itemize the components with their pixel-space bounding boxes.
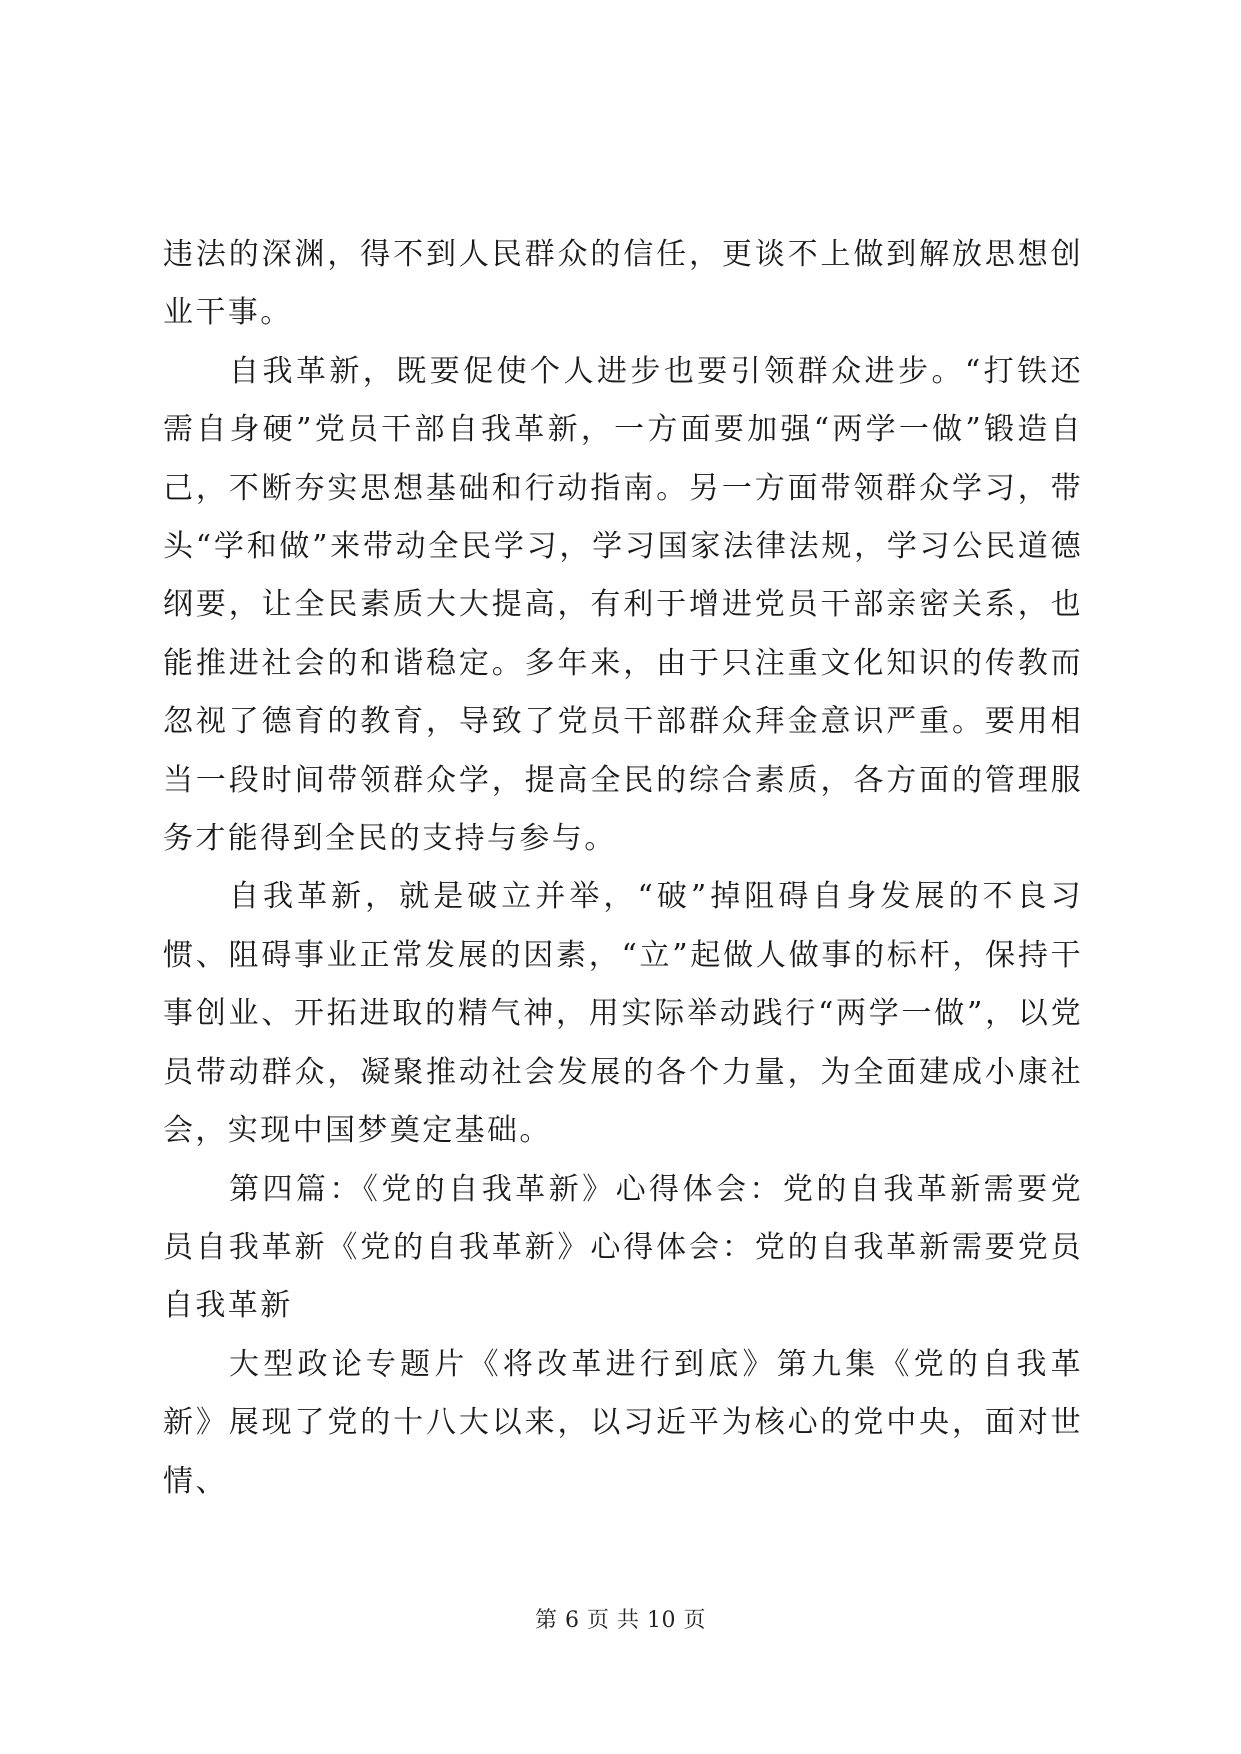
- document-body: [163, 226, 1083, 1511]
- page-number-footer: 第 6 页 共 10 页: [535, 1608, 706, 1633]
- paragraph-continuation: 违法的深渊，得不到人民群众的信任，更谈不上做到解放思想创业干事。: [163, 237, 1083, 331]
- paragraph-break-and-build: 自我革新，就是破立并举，“破”掉阻碍自身发展的不良习惯、阻碍事业正常发展的因素，“立”起做人做事的标杆，保持干事创业、开拓进取的精气神，用实际举动践行“两学一做”，以党员带动群众，凝聚推动社会发展的各个力量，为全面建成小康社会，实现中国梦奠定基础。: [163, 879, 1083, 1149]
- paragraph-documentary-intro: 大型政论专题片《将改革进行到底》第九集《党的自我革新》展现了党的十八大以来，以习近平为核心的党中央，面对世情、: [163, 1346, 1083, 1499]
- paragraph-self-reform-progress: 自我革新，既要促使个人进步也要引领群众进步。“打铁还需自身硬”党员干部自我革新，一方面要加强“两学一做”锻造自己，不断夯实思想基础和行动指南。另一方面带领群众学习，带头“学和做”来带动全民学习，学习国家法律法规，学习公民道德纲要，让全民素质大大提高，有利于增进党员干部亲密关系，也能推进社会的和谐稳定。多年来，由于只注重文化知识的传教而忽视了德育的教育，导致了党员干部群众拜金意识严重。要用相当一段时间带领群众学，提高全民的综合素质，各方面的管理服务才能得到全民的支持与参与。: [163, 353, 1083, 857]
- paragraph-chapter-four-heading: 第四篇：《党的自我革新》心得体会：党的自我革新需要党员自我革新《党的自我革新》心得体会：党的自我革新需要党员自我革新: [163, 1171, 1083, 1324]
